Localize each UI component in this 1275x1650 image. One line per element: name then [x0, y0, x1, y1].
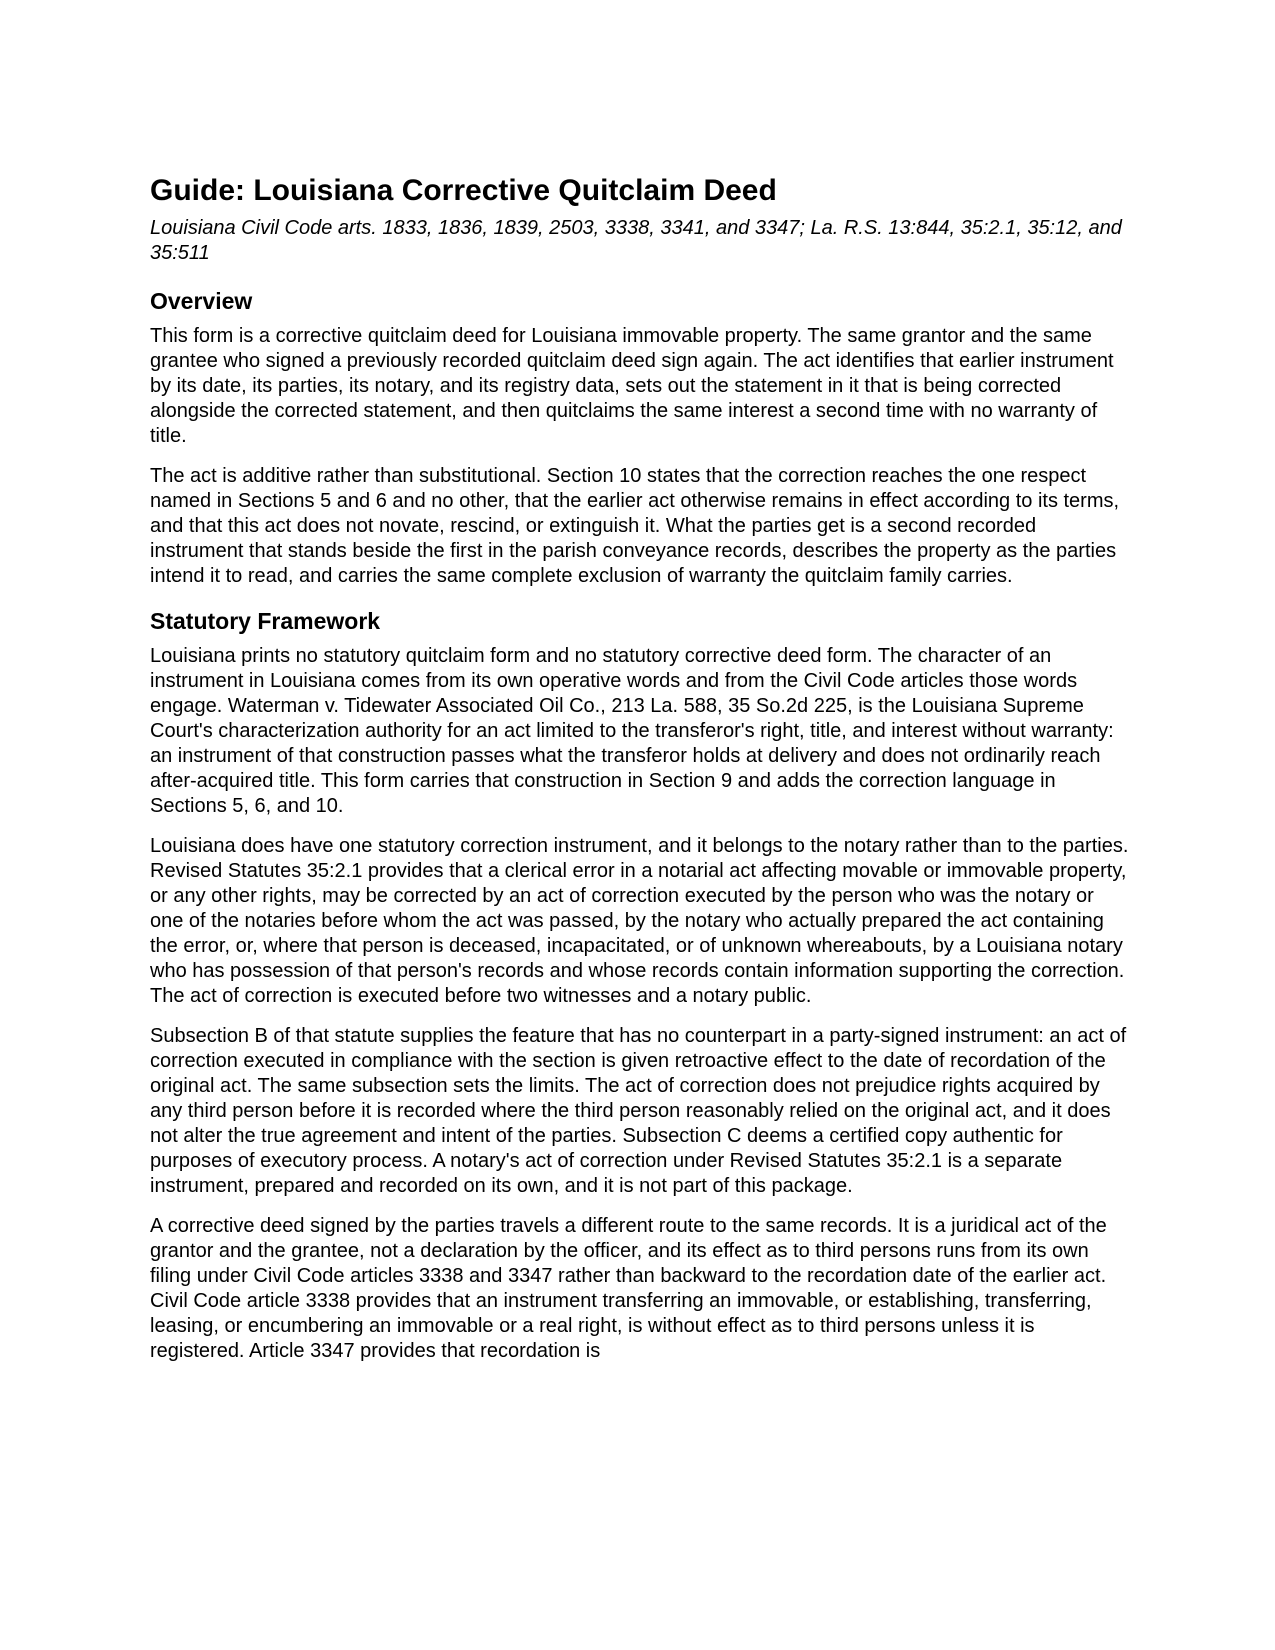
- paragraph: Subsection B of that statute supplies the feature that has no counterpart in a party-signed instrument: an act of correction executed in compliance with the section is given retroactive effect to the date of recordation of the original act. The same subsection sets the limits. The act of correction does not prejudice rights acquired by any third person before it is recorded where the third person reasonably relied on the original act, and it does not alter the true agreement and intent of the parties. Subsection C deems a certified copy authentic for purposes of executory process. A notary's act of correction under Revised Statutes 35:2.1 is a separate instrument, prepared and recorded on its own, and it is not part of this package.: [150, 1025, 1127, 1197]
- paragraph: A corrective deed signed by the parties travels a different route to the same records. It is a juridical act of the grantor and the grantee, not a declaration by the officer, and its effect as to third persons runs from its own filing under Civil Code articles 3338 and 3347 rather than backward to the recordation date of the earlier act. Civil Code article 3338 provides that an instrument transferring an immovable, or establishing, transferring, leasing, or encumbering an immovable or a real right, is without effect as to third persons unless it is registered. Article 3347 provides that recordation is: [150, 1215, 1107, 1362]
- paragraph: This form is a corrective quitclaim deed for Louisiana immovable property. The same grantor and the same grantee who signed a previously recorded quitclaim deed sign again. The act identifies that earlier instrument by its date, its parties, its notary, and its registry data, sets out the statement in it that is being corrected alongside the corrected statement, and then quitclaims the same interest a second time with no warranty of title.: [150, 325, 1114, 447]
- paragraph: The act is additive rather than substitutional. Section 10 states that the correction reaches the one respect named in Sections 5 and 6 and no other, that the earlier act otherwise remains in effect according to its terms, and that this act does not novate, rescind, or extinguish it. What the parties get is a second recorded instrument that stands beside the first in the parish conveyance records, describes the property as the parties intend it to read, and carries the same complete exclusion of warranty the quitclaim family carries.: [150, 465, 1120, 587]
- paragraph: Louisiana does have one statutory correction instrument, and it belongs to the notary rather than to the parties. Revised Statutes 35:2.1 provides that a clerical error in a notarial act affecting movable or immovable property, or any other rights, may be corrected by an act of correction executed by the person who was the notary or one of the notaries before whom the act was passed, by the notary who actually prepared the act containing the error, or, where that person is deceased, incapacitated, or of unknown whereabouts, by a Louisiana notary who has possession of that person's records and whose records contain information supporting the correction. The act of correction is executed before two witnesses and a notary public.: [150, 835, 1129, 1007]
- document-citation-subtitle: Louisiana Civil Code arts. 1833, 1836, 1839, 2503, 3338, 3341, and 3347; La. R.S. 13:844, 35:2.1, 35:12, and 35:511: [150, 217, 1122, 264]
- section-statutory-framework: [150, 606, 1130, 1364]
- section-heading: Overview: [150, 288, 253, 314]
- section-heading: Statutory Framework: [150, 608, 381, 634]
- document-page: [150, 172, 1130, 1364]
- paragraph: Louisiana prints no statutory quitclaim form and no statutory corrective deed form. The character of an instrument in Louisiana comes from its own operative words and from the Civil Code articles those words engage. Waterman v. Tidewater Associated Oil Co., 213 La. 588, 35 So.2d 225, is the Louisiana Supreme Court's characterization authority for an act limited to the transferor's right, title, and interest without warranty: an instrument of that construction passes what the transferor holds at delivery and does not ordinarily reach after-acquired title. This form carries that construction in Section 9 and adds the correction language in Sections 5, 6, and 10.: [150, 645, 1114, 817]
- section-overview: [150, 286, 1130, 589]
- document-title: Guide: Louisiana Corrective Quitclaim Deed: [150, 174, 777, 207]
